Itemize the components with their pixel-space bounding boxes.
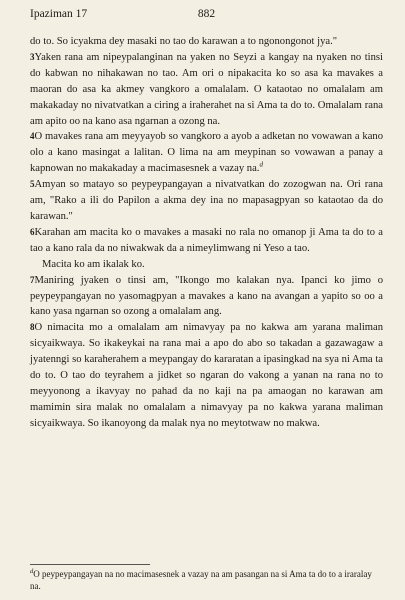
verse-paragraph	[30, 177, 383, 225]
footnote-marker[interactable]: d	[259, 160, 263, 169]
verse-number: 6	[30, 226, 35, 237]
paragraph-text: do to. So icyakma dey masaki no tao do karawan a to ngonongonot jya."	[30, 36, 338, 47]
footnote-text: O peypeypangayan na no macimasesnek a vazay na am pasangan na si Ama ta do to a iraralay na.	[30, 569, 372, 591]
verse-text: Yaken rana am nipeypalanginan na yaken no Seyzi a kangay na nyaken no tinsi do kabwan no nihakawan no tao. Am ori o nipakacita ko so asa ka mavakes a maoran do asa ka akmey vangkoro a omalalam. O kataotao no omalalam am makakaday no nivatvatkan a ciring a iraherahet na si Ama ta do to. Omalalam rana am apito oo na kano asa ngarnan a ozong na.	[30, 51, 383, 127]
paragraph-text: Macita ko am ikalak ko.	[42, 258, 145, 270]
paragraph	[30, 34, 383, 50]
footnote-marker-label: d	[30, 568, 34, 575]
footnote-divider	[30, 564, 150, 565]
verse-number: 3	[30, 51, 35, 62]
verse-number: 8	[30, 322, 35, 333]
scripture-text	[30, 34, 383, 432]
verse-paragraph	[30, 273, 383, 321]
verse-text: Karahan am macita ko o mavakes a masaki no rala no omanop ji Ama ta do to a tao a kano rala da no niwakwak da a nimeylimwang ni Yeso a tao.	[30, 226, 383, 254]
verse-number: 4	[30, 131, 35, 142]
verse-text: Maniring jyaken o tinsi am, "Ikongo mo kalakan nya. Ipanci ko jimo o peypeypangayan no yasomagpyan a mavakes a kano na avangan a yapito so oo a kano yasa ngarnan so ozong a omalalam ang.	[30, 274, 383, 318]
book-chapter-title: Ipaziman 17	[30, 8, 88, 20]
verse-text: O nimacita mo a omalalam am nimavyay pa no kakwa am yarana maliman sicyaikwaya. So ikakeykai na rana mai a apo do abo so takadan a gazawagaw a jyatenngi so karaherahem a meypangay do kararatan a ipasingkad na sya ni Ama ta do to. O tao do teyrahem a jidket so ngaran do vakong a yanan na rana no to meyyonong a ikavyay no pahad da no kaji na pa amaogan no karawan am mamimin sira malak no omalalam a nimavyay pa no kakwa yarana maliman sicyaikwaya. So ikanoyong da malak nya no meytotwaw no makwa.	[30, 322, 383, 429]
paragraph	[30, 257, 383, 273]
verse-text: O mavakes rana am meyyayob so vangkoro a ayob a adketan no vowawan a kano olo a kano masingat a lalitan. O lima na am meypinan so vowawan a panay a kapnowan no makakaday a macimasesnek a vazay na.	[30, 131, 383, 175]
verse-number: 5	[30, 179, 35, 190]
verse-paragraph	[30, 50, 383, 130]
page-number: 882	[197, 8, 216, 20]
footnote	[30, 568, 383, 592]
verse-paragraph	[30, 320, 383, 431]
verse-text: Amyan so matayo so peypeypangayan a nivatvatkan do zozogwan na. Ori rana am, "Rako a ili do Papilon a akma dey ina no mapasagpyan so kataotao da do karawan."	[30, 179, 383, 222]
page-header	[30, 8, 383, 24]
verse-paragraph	[30, 129, 383, 177]
verse-paragraph	[30, 225, 383, 257]
verse-number: 7	[30, 274, 35, 285]
